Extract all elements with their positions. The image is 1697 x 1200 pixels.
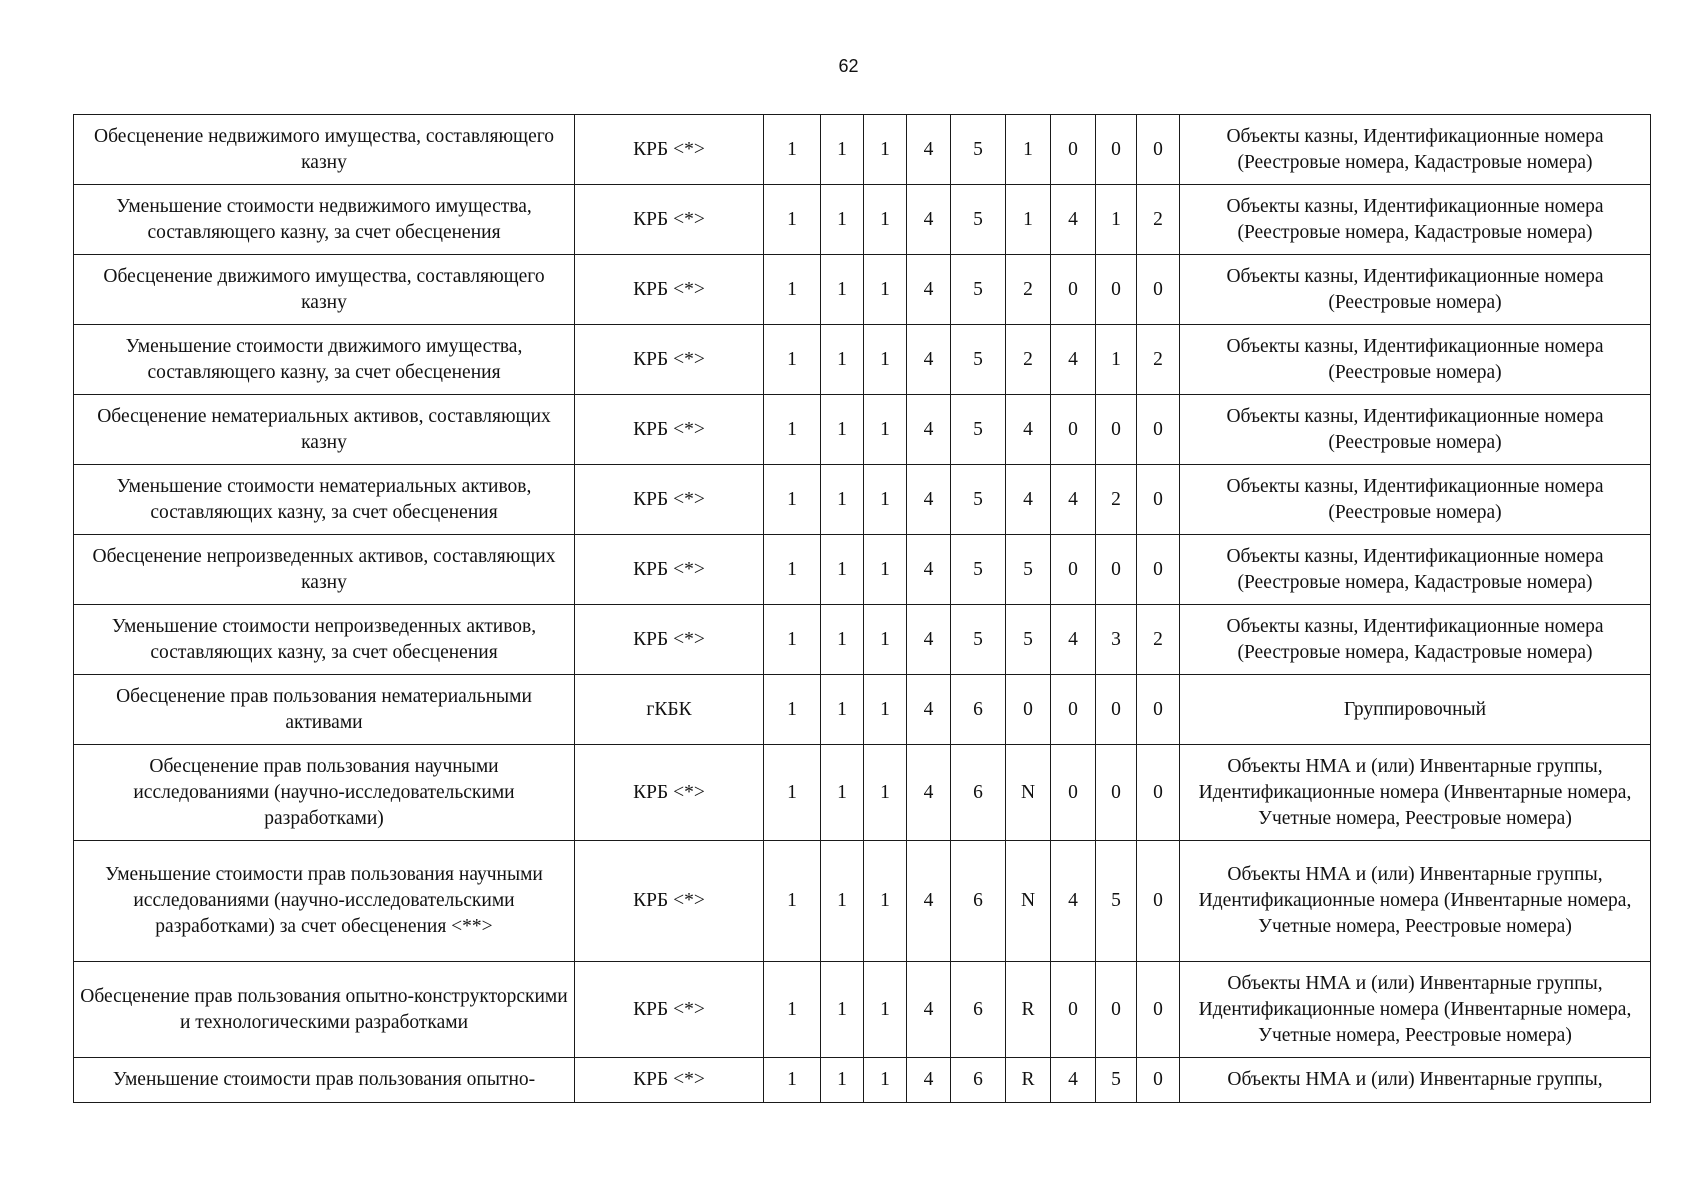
code-digit-cell: 0 xyxy=(1051,962,1096,1058)
row-name-cell: Обесценение нематериальных активов, составляющих казну xyxy=(74,395,575,465)
code-digit-cell: N xyxy=(1006,745,1051,841)
table-row xyxy=(74,185,1651,255)
row-type-cell: КРБ <*> xyxy=(575,841,764,962)
row-name-cell: Уменьшение стоимости недвижимого имущества, составляющего казну, за счет обесценения xyxy=(74,185,575,255)
code-digit-cell: 1 xyxy=(864,605,907,675)
row-type-cell: КРБ <*> xyxy=(575,115,764,185)
code-digit-cell: 5 xyxy=(951,465,1006,535)
code-digit-cell: 5 xyxy=(1096,1058,1137,1103)
code-digit-cell: 0 xyxy=(1137,675,1180,745)
code-digit-cell: 2 xyxy=(1096,465,1137,535)
row-notes-cell: Объекты казны, Идентификационные номера (Реестровые номера) xyxy=(1180,465,1651,535)
row-name-cell: Уменьшение стоимости прав пользования опытно- xyxy=(74,1058,575,1103)
code-digit-cell: 0 xyxy=(1096,395,1137,465)
code-digit-cell: 1 xyxy=(764,115,821,185)
code-digit-cell: 4 xyxy=(1051,465,1096,535)
code-digit-cell: 3 xyxy=(1096,605,1137,675)
code-digit-cell: 5 xyxy=(951,395,1006,465)
code-digit-cell: 1 xyxy=(864,745,907,841)
code-digit-cell: N xyxy=(1006,841,1051,962)
code-digit-cell: 6 xyxy=(951,1058,1006,1103)
code-digit-cell: 1 xyxy=(864,535,907,605)
code-digit-cell: 4 xyxy=(1051,841,1096,962)
code-digit-cell: 0 xyxy=(1137,745,1180,841)
code-digit-cell: 2 xyxy=(1006,255,1051,325)
row-name-cell: Уменьшение стоимости прав пользования научными исследованиями (научно-исследовательскими разработками) за счет обесценения <**> xyxy=(74,841,575,962)
code-digit-cell: 1 xyxy=(864,962,907,1058)
table-row xyxy=(74,325,1651,395)
row-type-cell: КРБ <*> xyxy=(575,605,764,675)
table-row xyxy=(74,465,1651,535)
code-digit-cell: 4 xyxy=(907,962,951,1058)
code-digit-cell: 5 xyxy=(951,325,1006,395)
code-digit-cell: 1 xyxy=(764,185,821,255)
code-digit-cell: 1 xyxy=(864,325,907,395)
code-digit-cell: 4 xyxy=(907,605,951,675)
code-digit-cell: 5 xyxy=(951,115,1006,185)
code-digit-cell: 0 xyxy=(1096,535,1137,605)
code-digit-cell: 4 xyxy=(907,465,951,535)
code-digit-cell: 4 xyxy=(1051,1058,1096,1103)
row-type-cell: КРБ <*> xyxy=(575,745,764,841)
code-digit-cell: 1 xyxy=(821,675,864,745)
code-digit-cell: 1 xyxy=(821,185,864,255)
row-name-cell: Обесценение недвижимого имущества, составляющего казну xyxy=(74,115,575,185)
code-digit-cell: 1 xyxy=(764,255,821,325)
code-digit-cell: 0 xyxy=(1051,255,1096,325)
code-digit-cell: 1 xyxy=(864,115,907,185)
code-digit-cell: 1 xyxy=(764,325,821,395)
row-name-cell: Обесценение прав пользования научными исследованиями (научно-исследовательскими разработками) xyxy=(74,745,575,841)
code-digit-cell: 4 xyxy=(907,1058,951,1103)
code-digit-cell: 2 xyxy=(1137,185,1180,255)
table-row xyxy=(74,841,1651,962)
code-digit-cell: 4 xyxy=(907,675,951,745)
code-digit-cell: 5 xyxy=(1006,605,1051,675)
code-digit-cell: 0 xyxy=(1096,115,1137,185)
code-digit-cell: 0 xyxy=(1137,535,1180,605)
row-name-cell: Обесценение непроизведенных активов, составляющих казну xyxy=(74,535,575,605)
row-notes-cell: Объекты казны, Идентификационные номера (Реестровые номера, Кадастровые номера) xyxy=(1180,535,1651,605)
code-digit-cell: 1 xyxy=(1006,115,1051,185)
row-notes-cell: Объекты казны, Идентификационные номера (Реестровые номера, Кадастровые номера) xyxy=(1180,115,1651,185)
row-name-cell: Обесценение прав пользования опытно-конструкторскими и технологическими разработками xyxy=(74,962,575,1058)
code-digit-cell: 0 xyxy=(1051,535,1096,605)
code-digit-cell: 1 xyxy=(864,465,907,535)
code-digit-cell: 1 xyxy=(821,115,864,185)
code-digit-cell: 0 xyxy=(1096,745,1137,841)
code-digit-cell: 6 xyxy=(951,745,1006,841)
row-name-cell: Обесценение движимого имущества, составляющего казну xyxy=(74,255,575,325)
code-digit-cell: 1 xyxy=(821,841,864,962)
table-row xyxy=(74,535,1651,605)
row-type-cell: КРБ <*> xyxy=(575,325,764,395)
code-digit-cell: 1 xyxy=(764,1058,821,1103)
code-digit-cell: 1 xyxy=(1006,185,1051,255)
code-digit-cell: 4 xyxy=(907,745,951,841)
row-notes-cell: Группировочный xyxy=(1180,675,1651,745)
code-digit-cell: R xyxy=(1006,1058,1051,1103)
code-digit-cell: 0 xyxy=(1006,675,1051,745)
code-digit-cell: 4 xyxy=(907,395,951,465)
code-digit-cell: 1 xyxy=(1096,325,1137,395)
code-digit-cell: 1 xyxy=(821,395,864,465)
row-notes-cell: Объекты НМА и (или) Инвентарные группы, xyxy=(1180,1058,1651,1103)
code-digit-cell: 5 xyxy=(951,605,1006,675)
code-digit-cell: 0 xyxy=(1051,745,1096,841)
table-row xyxy=(74,395,1651,465)
row-type-cell: КРБ <*> xyxy=(575,465,764,535)
code-digit-cell: 4 xyxy=(1006,465,1051,535)
row-notes-cell: Объекты казны, Идентификационные номера (Реестровые номера, Кадастровые номера) xyxy=(1180,605,1651,675)
code-digit-cell: 1 xyxy=(864,841,907,962)
table-row xyxy=(74,962,1651,1058)
code-digit-cell: 1 xyxy=(864,1058,907,1103)
code-digit-cell: 4 xyxy=(907,325,951,395)
row-type-cell: КРБ <*> xyxy=(575,255,764,325)
row-type-cell: КРБ <*> xyxy=(575,1058,764,1103)
code-digit-cell: 1 xyxy=(821,465,864,535)
code-digit-cell: 5 xyxy=(951,535,1006,605)
code-digit-cell: 1 xyxy=(764,465,821,535)
code-digit-cell: 0 xyxy=(1096,255,1137,325)
code-digit-cell: 1 xyxy=(764,745,821,841)
code-digit-cell: 1 xyxy=(864,675,907,745)
row-name-cell: Уменьшение стоимости непроизведенных активов, составляющих казну, за счет обесценения xyxy=(74,605,575,675)
code-digit-cell: 2 xyxy=(1006,325,1051,395)
code-digit-cell: 4 xyxy=(907,115,951,185)
page-number: 62 xyxy=(838,56,859,76)
row-notes-cell: Объекты казны, Идентификационные номера (Реестровые номера) xyxy=(1180,255,1651,325)
code-digit-cell: 4 xyxy=(1051,325,1096,395)
row-name-cell: Уменьшение стоимости нематериальных активов, составляющих казну, за счет обесценения xyxy=(74,465,575,535)
code-digit-cell: 4 xyxy=(1051,605,1096,675)
code-digit-cell: 6 xyxy=(951,841,1006,962)
code-digit-cell: 6 xyxy=(951,675,1006,745)
account-codes-table xyxy=(73,114,1651,1103)
code-digit-cell: 1 xyxy=(764,675,821,745)
code-digit-cell: 0 xyxy=(1096,675,1137,745)
table-row xyxy=(74,1058,1651,1103)
code-digit-cell: 0 xyxy=(1137,841,1180,962)
row-notes-cell: Объекты НМА и (или) Инвентарные группы, Идентификационные номера (Инвентарные номера, Учетные номера, Реестровые номера) xyxy=(1180,841,1651,962)
row-name-cell: Обесценение прав пользования нематериальными активами xyxy=(74,675,575,745)
code-digit-cell: 5 xyxy=(1006,535,1051,605)
code-digit-cell: 0 xyxy=(1137,115,1180,185)
code-digit-cell: 1 xyxy=(821,535,864,605)
row-name-cell: Уменьшение стоимости движимого имущества, составляющего казну, за счет обесценения xyxy=(74,325,575,395)
code-digit-cell: 0 xyxy=(1051,675,1096,745)
row-type-cell: КРБ <*> xyxy=(575,535,764,605)
row-notes-cell: Объекты казны, Идентификационные номера (Реестровые номера, Кадастровые номера) xyxy=(1180,185,1651,255)
code-digit-cell: 1 xyxy=(764,395,821,465)
code-digit-cell: 0 xyxy=(1137,395,1180,465)
code-digit-cell: 2 xyxy=(1137,605,1180,675)
code-digit-cell: 1 xyxy=(764,962,821,1058)
code-digit-cell: 1 xyxy=(821,1058,864,1103)
code-digit-cell: 4 xyxy=(907,255,951,325)
code-digit-cell: 1 xyxy=(1096,185,1137,255)
code-digit-cell: 1 xyxy=(821,605,864,675)
code-digit-cell: 4 xyxy=(907,185,951,255)
code-digit-cell: 1 xyxy=(821,962,864,1058)
code-digit-cell: 1 xyxy=(764,605,821,675)
code-digit-cell: 1 xyxy=(821,745,864,841)
code-digit-cell: 1 xyxy=(764,535,821,605)
code-digit-cell: 0 xyxy=(1051,115,1096,185)
code-digit-cell: 5 xyxy=(951,255,1006,325)
row-type-cell: КРБ <*> xyxy=(575,962,764,1058)
code-digit-cell: 5 xyxy=(951,185,1006,255)
code-digit-cell: R xyxy=(1006,962,1051,1058)
row-type-cell: КРБ <*> xyxy=(575,185,764,255)
code-digit-cell: 1 xyxy=(821,325,864,395)
row-type-cell: КРБ <*> xyxy=(575,395,764,465)
code-digit-cell: 0 xyxy=(1096,962,1137,1058)
row-type-cell: гКБК xyxy=(575,675,764,745)
code-digit-cell: 0 xyxy=(1137,962,1180,1058)
row-notes-cell: Объекты казны, Идентификационные номера (Реестровые номера) xyxy=(1180,325,1651,395)
table-row xyxy=(74,605,1651,675)
code-digit-cell: 4 xyxy=(907,535,951,605)
code-digit-cell: 0 xyxy=(1051,395,1096,465)
code-digit-cell: 6 xyxy=(951,962,1006,1058)
code-digit-cell: 4 xyxy=(1006,395,1051,465)
code-digit-cell: 4 xyxy=(907,841,951,962)
code-digit-cell: 4 xyxy=(1051,185,1096,255)
code-digit-cell: 2 xyxy=(1137,325,1180,395)
table-row xyxy=(74,255,1651,325)
table-row xyxy=(74,745,1651,841)
table-row xyxy=(74,115,1651,185)
code-digit-cell: 0 xyxy=(1137,255,1180,325)
table-row xyxy=(74,675,1651,745)
row-notes-cell: Объекты казны, Идентификационные номера (Реестровые номера) xyxy=(1180,395,1651,465)
row-notes-cell: Объекты НМА и (или) Инвентарные группы, Идентификационные номера (Инвентарные номера, Учетные номера, Реестровые номера) xyxy=(1180,962,1651,1058)
code-digit-cell: 1 xyxy=(764,841,821,962)
code-digit-cell: 5 xyxy=(1096,841,1137,962)
code-digit-cell: 1 xyxy=(864,185,907,255)
code-digit-cell: 1 xyxy=(864,395,907,465)
code-digit-cell: 0 xyxy=(1137,465,1180,535)
row-notes-cell: Объекты НМА и (или) Инвентарные группы, Идентификационные номера (Инвентарные номера, Учетные номера, Реестровые номера) xyxy=(1180,745,1651,841)
code-digit-cell: 0 xyxy=(1137,1058,1180,1103)
code-digit-cell: 1 xyxy=(864,255,907,325)
code-digit-cell: 1 xyxy=(821,255,864,325)
